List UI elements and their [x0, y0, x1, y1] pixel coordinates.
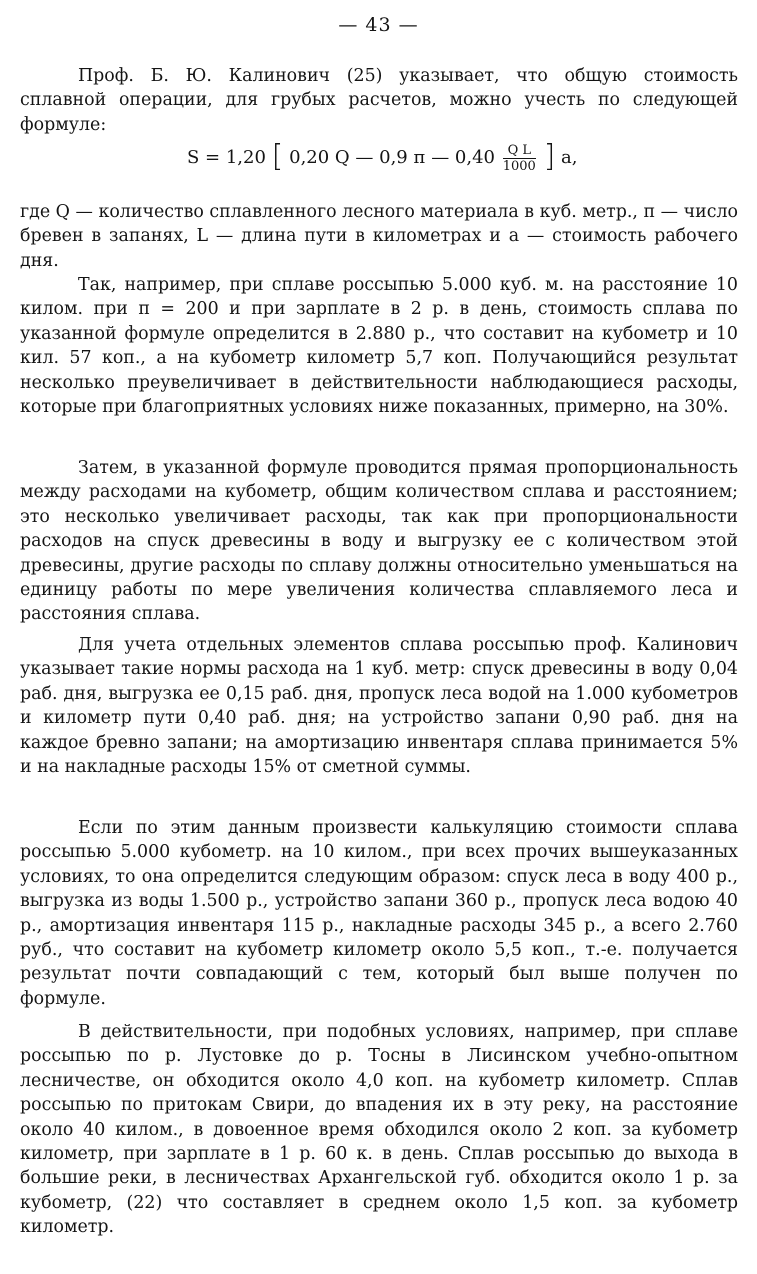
formula-open-bracket: [: [271, 139, 284, 174]
formula-fraction: [503, 143, 536, 174]
formula-terms: 0,20 Q — 0,9 п — 0,40: [289, 147, 495, 168]
formula-fraction-denominator: 1000: [502, 158, 536, 174]
paragraph-calculation: Если по этим данным произвести калькуляцию стоимости сплава россыпью 5.000 кубометр. на 10 килом., при всех прочих вышеуказанных условиях, то она определится следующим образом: спуск леса в воду 400 р., выгрузка из воды 1.500 р., устройство запани 360 р., пропуск леса водою 40 р., амортизация инвентаря 115 р., накладные расходы 345 р., а всего 2.760 руб., что составит на кубометр километр около 5,5 коп., т.-е. получается результат почти совпадающий с тем, который был выше получен по формуле.: [20, 818, 738, 1009]
paragraph-norms: Для учета отдельных элементов сплава россыпью проф. Калинович указывает такие нормы расхода на 1 куб. метр: спуск древесины в воду 0,04 раб. дня, выгрузка ее 0,15 раб. дня, пропуск леса водой на 1.000 кубометров и километр пути 0,40 раб. дня; на устройство запани 0,90 раб. дня на каждое бревно запани; на амортизацию инвентаря сплава принимается 5% и на накладные расходы 15% от сметной суммы.: [20, 635, 738, 778]
formula-lhs: S = 1,20: [187, 147, 266, 168]
formula-fraction-numerator: Q L: [503, 143, 536, 159]
formula-rhs: а,: [561, 147, 578, 168]
paragraph-definitions: где Q — количество сплавленного лесного материала в куб. метр., п — число бревен в запанях, L — длина пути в километрах и а — стоимость рабочего дня.: [20, 202, 738, 271]
page-number: — 43 —: [338, 14, 419, 36]
paragraph-intro: Проф. Б. Ю. Калинович (25) указывает, что общую стоимость сплавной операции, для грубых расчетов, можно учесть по следующей формуле:: [20, 66, 738, 135]
paragraph-actual-costs: В действительности, при подобных условиях, например, при сплаве россыпью по р. Лустовке до р. Тосны в Лисинском учебно-опытном лесничестве, он обходится около 4,0 коп. на кубометр километр. Сплав россыпью по притокам Свири, до впадения их в эту реку, на расстояние около 40 килом., в довоенное время обходился около 2 коп. за кубометр километр, при зарплате в 1 р. 60 к. в день. Сплав россыпью до выхода в большие реки, в лесничествах Архангельской губ. обходится около 1 р. за кубометр, (22) что составляет в среднем около 1,5 коп. за кубометр километр.: [20, 1022, 738, 1238]
formula: [187, 139, 578, 174]
paragraph-proportionality: Затем, в указанной формуле проводится прямая пропорциональность между расходами на кубометр, общим количеством сплава и расстоянием; это несколько увеличивает расходы, так как при пропорциональности расходов на спуск древесины в воду и выгрузку ее с количеством этой древесины, другие расходы по сплаву должны относительно уменьшаться на единицу работы по мере увеличения количества сплавляемого леса и расстояния сплава.: [20, 458, 738, 625]
paragraph-example: Так, например, при сплаве россыпью 5.000 куб. м. на расстояние 10 килом. при п = 200 и при зарплате в 2 р. в день, стоимость сплава по указанной формуле определится в 2.880 р., что составит на кубометр и 10 кил. 57 коп., а на кубометр километр 5,7 коп. Получающийся результат несколько преувеличивает в действительности наблюдающиеся расходы, которые при благоприятных условиях ниже показанных, примерно, на 30%.: [20, 275, 738, 418]
formula-close-bracket: ]: [543, 139, 556, 174]
